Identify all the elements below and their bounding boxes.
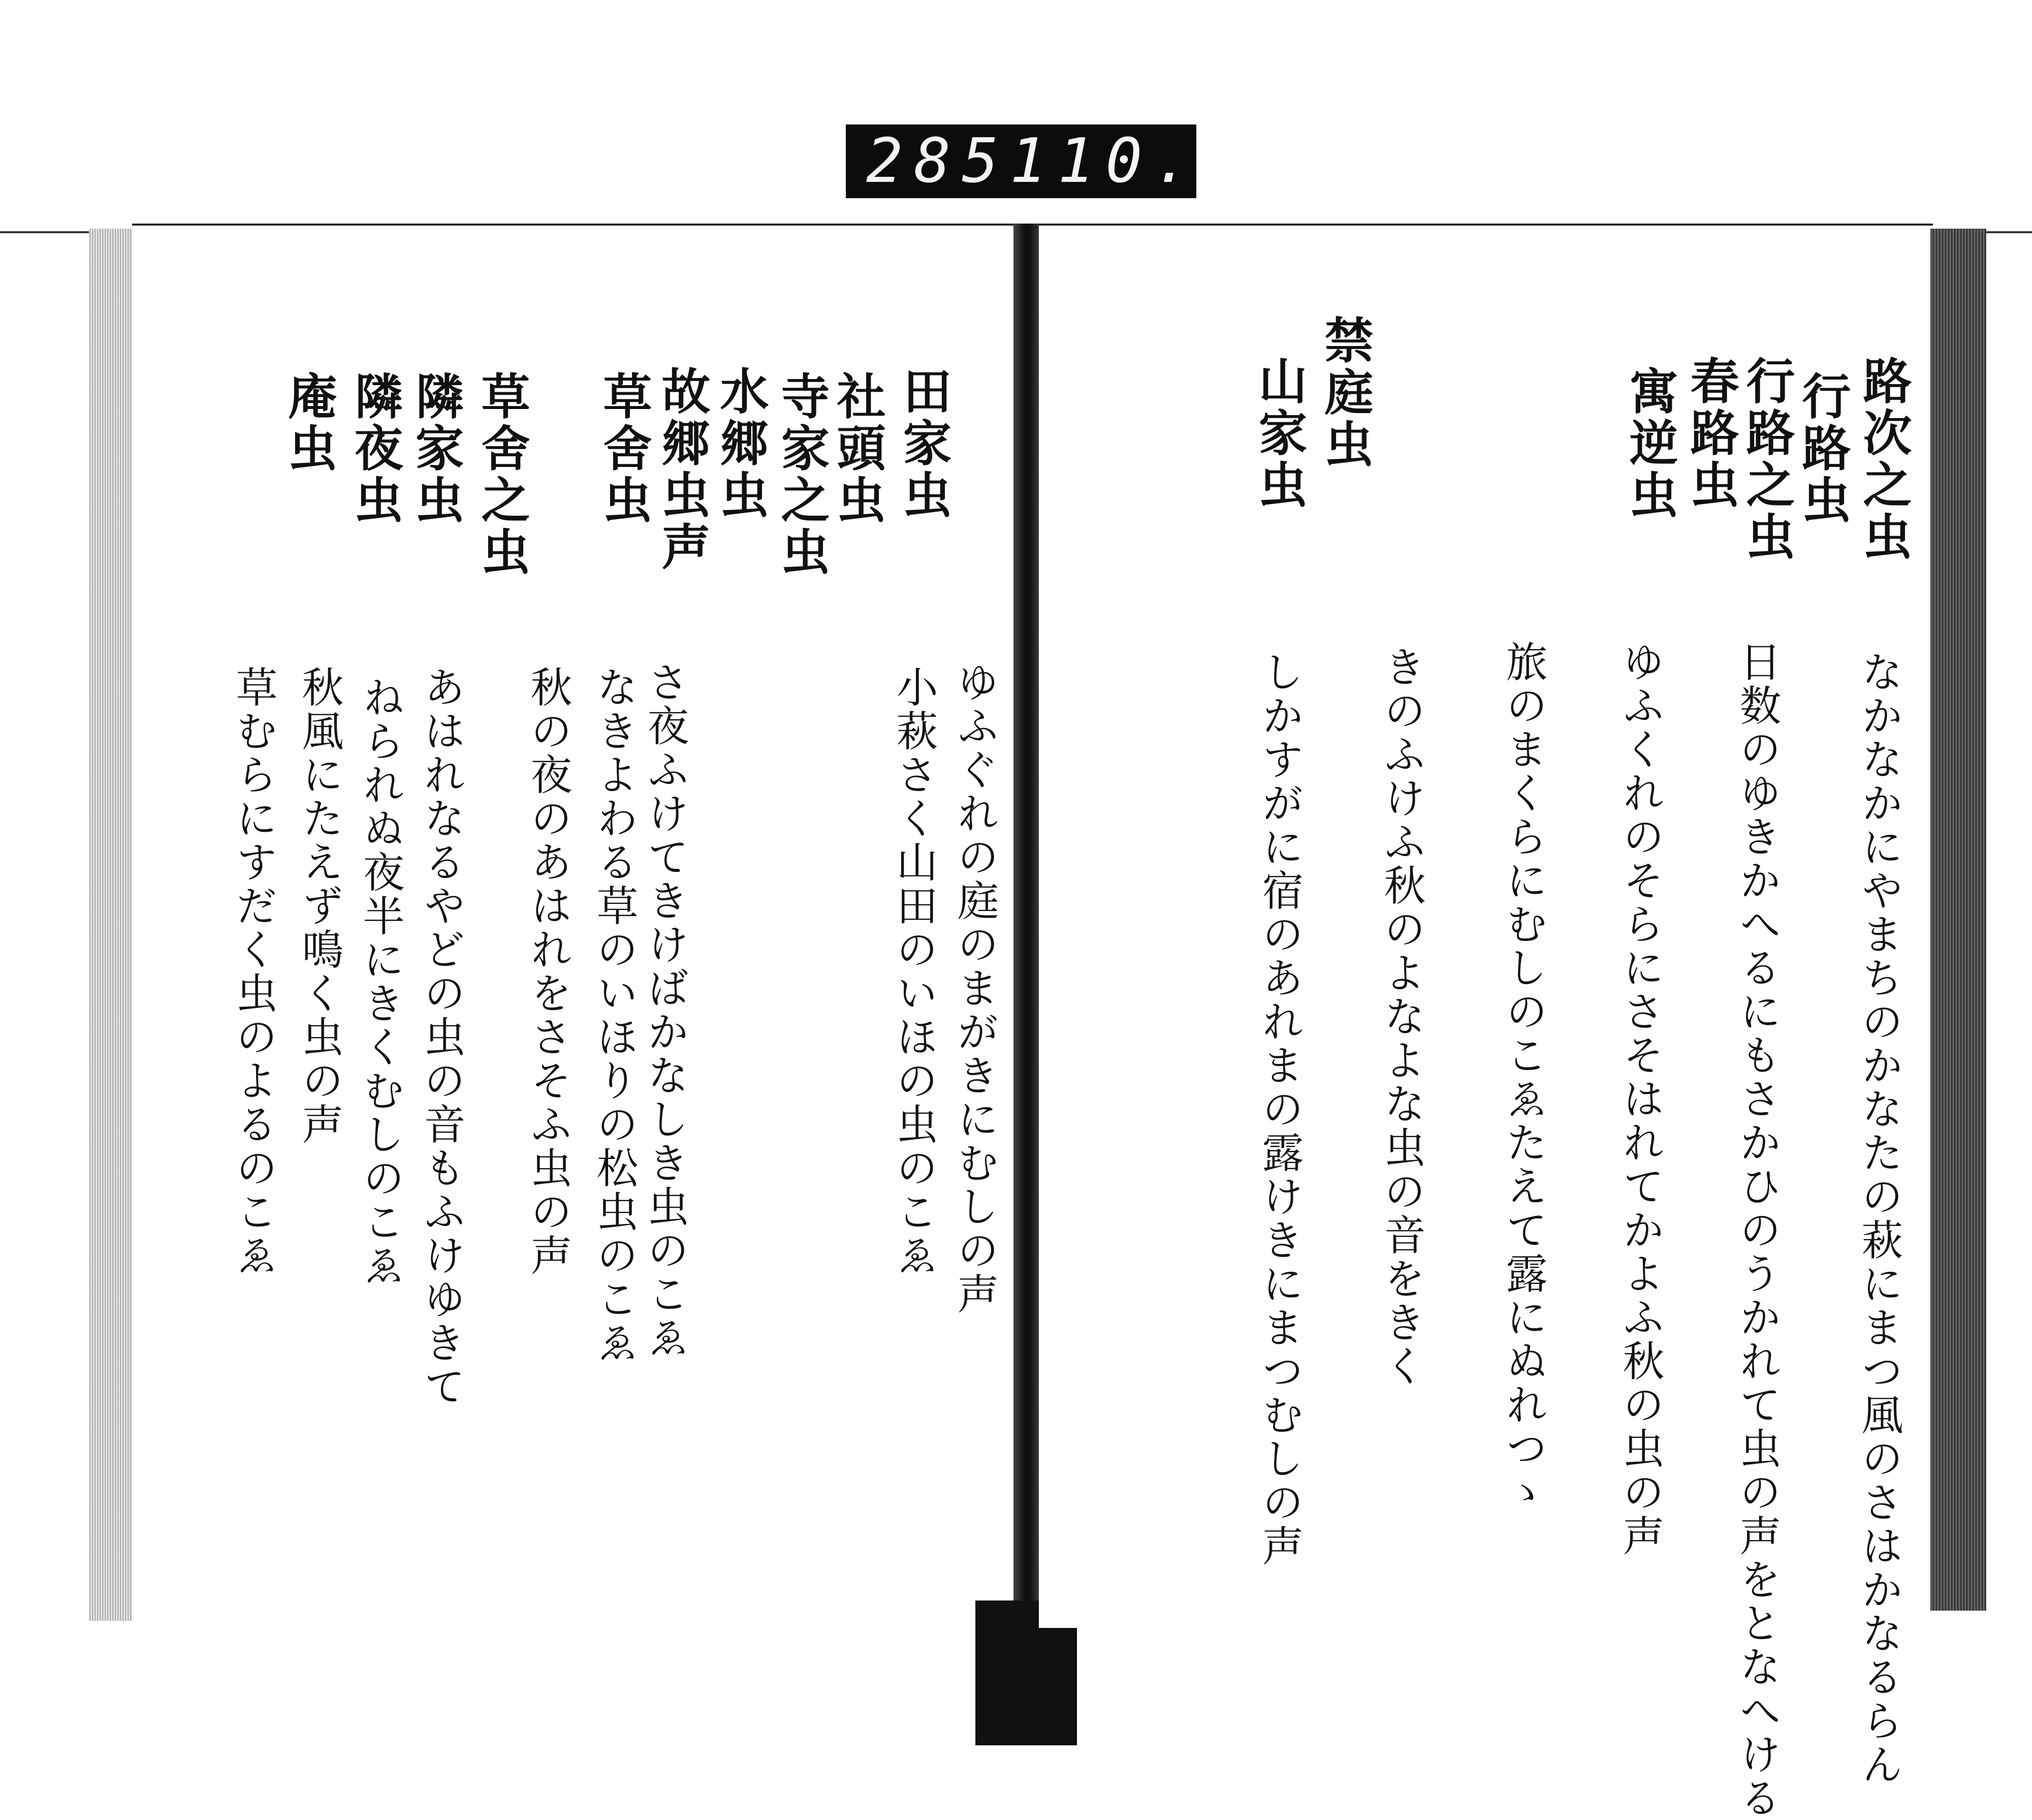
right-poem-1: なかなかにやまちのかなたの萩にまつ風のさはかなるらん xyxy=(1855,650,1903,1786)
frame-number-left: 285 xyxy=(866,126,1010,197)
right-title-7: 山家虫 xyxy=(1251,356,1308,511)
left-title-5: 故郷虫声 xyxy=(654,366,711,573)
left-title-1: 田家虫 xyxy=(895,366,952,521)
right-title-2: 行路虫 xyxy=(1794,371,1852,526)
left-title-6: 草舍虫 xyxy=(595,371,653,526)
left-poem-3: さ夜ふけてきけばかなしき虫のこゑ xyxy=(641,661,689,1360)
right-poem-3: ゆふくれのそらにさそはれてかよふ秋の虫の声 xyxy=(1616,640,1664,1558)
left-title-9: 隣夜虫 xyxy=(346,371,404,526)
right-poem-4: 旅のまくらにむしのこゑたえて露にぬれつゝ xyxy=(1499,640,1547,1514)
left-title-10: 庵虫 xyxy=(280,371,338,475)
right-poem-2: 日数のゆきかへるにもさかひのうかれて虫の声をとなへける xyxy=(1733,640,1781,1820)
right-title-5: 寓逆虫 xyxy=(1622,366,1679,521)
left-title-8: 隣家虫 xyxy=(407,371,465,526)
left-poem-6: あはれなるやどの虫の音もふけゆきて xyxy=(417,666,465,1408)
frame-number-right: 110. xyxy=(1009,126,1201,197)
left-poem-8: 秋風にたえず鳴く虫の声 xyxy=(295,666,343,1146)
left-title-3: 寺家之虫 xyxy=(773,371,831,578)
left-title-2: 社頭虫 xyxy=(829,371,886,526)
right-poem-5: きのふけふ秋のよなよな虫の音をきく xyxy=(1377,645,1425,1388)
left-poem-7: ねられぬ夜半にきくむしのこゑ xyxy=(356,676,404,1288)
frame-number-label xyxy=(846,124,1201,198)
left-title-4: 水郷虫 xyxy=(712,366,770,521)
left-title-7: 草舍之虫 xyxy=(473,371,531,578)
book-gutter xyxy=(1013,224,1041,1745)
right-title-6: 禁庭虫 xyxy=(1317,315,1374,470)
right-poem-6: しかすがに宿のあれまの露けきにまつむしの声 xyxy=(1255,650,1304,1568)
right-title-1: 路次之虫 xyxy=(1855,356,1913,563)
left-poem-2: 小萩さく山田のいほの虫のこゑ xyxy=(890,666,938,1277)
left-poem-9: 草むらにすだく虫のよるのこゑ xyxy=(229,666,277,1277)
right-page-edge xyxy=(1930,229,1986,1611)
left-poem-5: 秋の夜のあはれをさそふ虫の声 xyxy=(524,666,572,1277)
right-title-3: 行路之虫 xyxy=(1738,356,1796,563)
right-title-4: 春路虫 xyxy=(1682,356,1740,511)
left-poem-1: ゆふぐれの庭のまがきにむしの声 xyxy=(950,661,999,1316)
left-page-edge xyxy=(89,229,135,1621)
left-poem-4: なきよわる草のいほりの松虫のこゑ xyxy=(590,666,638,1365)
